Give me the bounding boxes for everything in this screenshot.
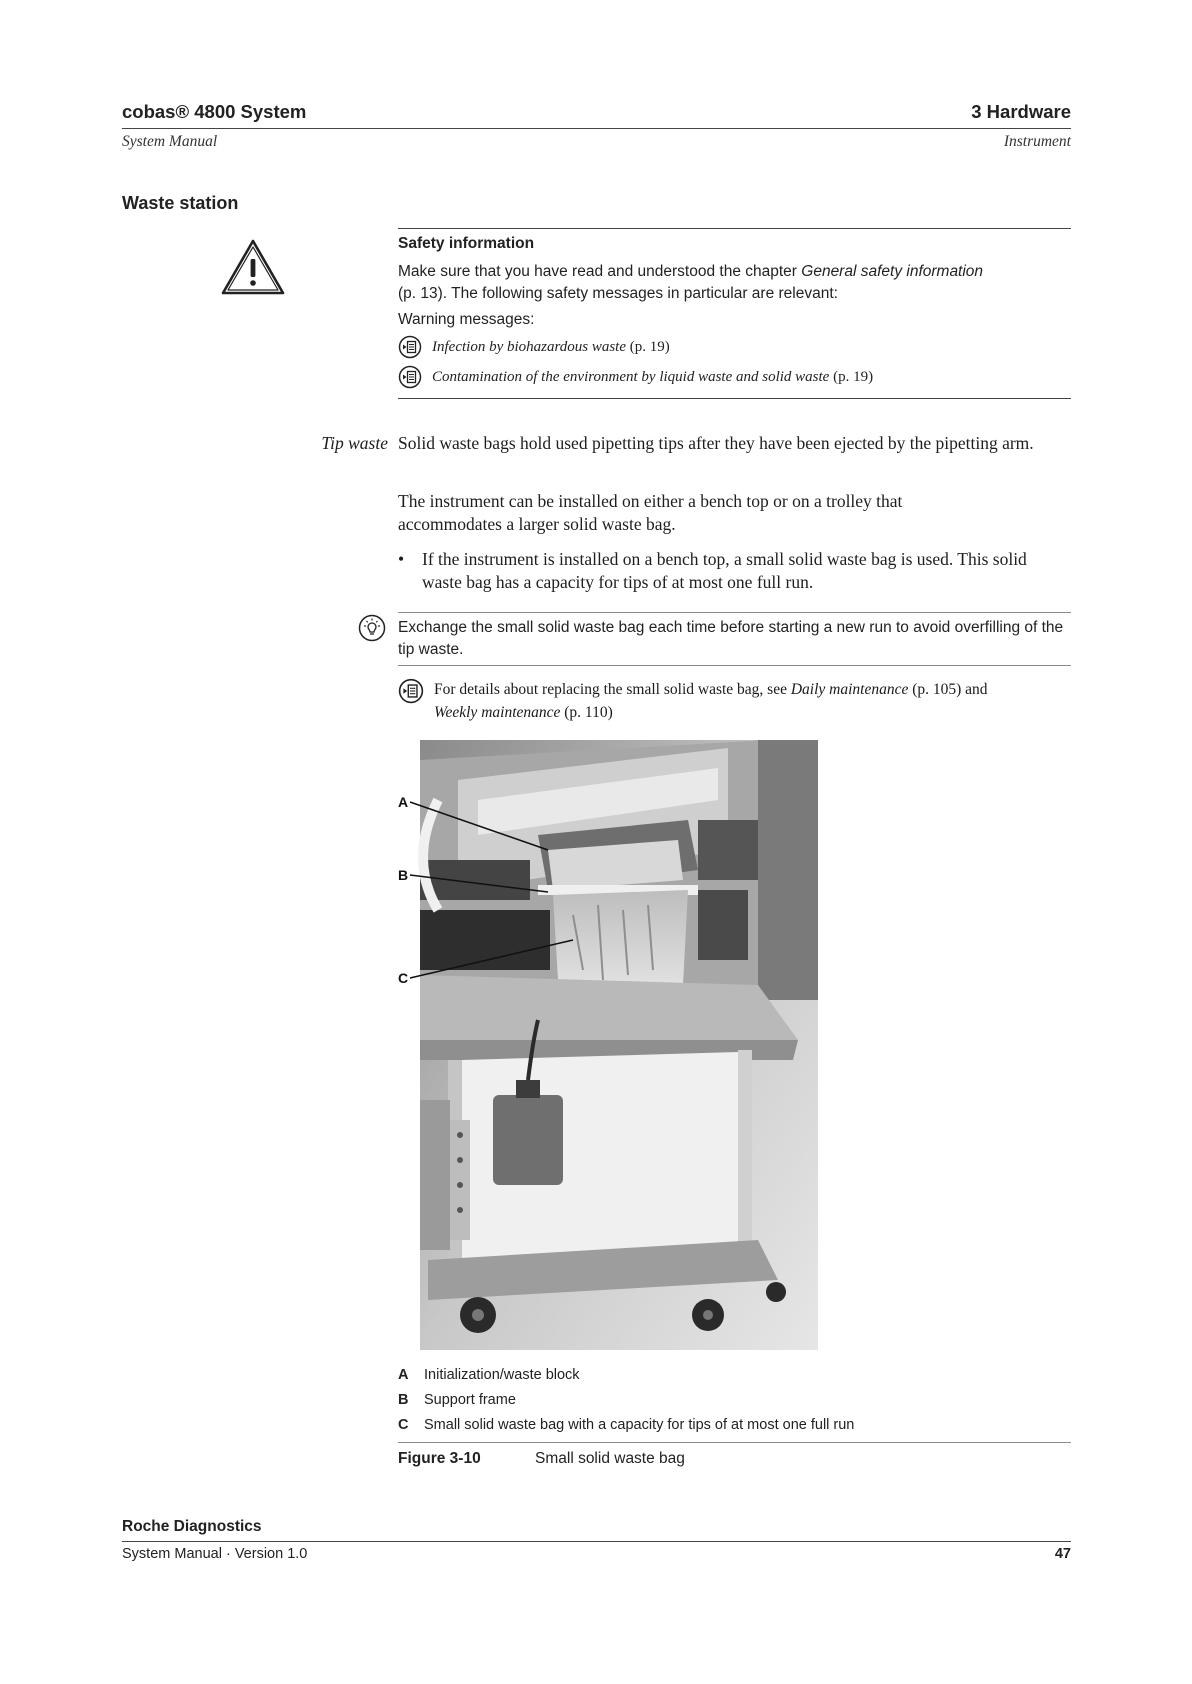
legend-item (398, 1413, 1071, 1438)
legend-text: Support frame (424, 1392, 516, 1408)
legend-key: C (398, 1417, 409, 1433)
safety-top-rule (398, 228, 1071, 229)
callout-a: A (398, 794, 409, 810)
tip-waste-paragraph-1: Solid waste bags hold used pipetting tips after they have been ejected by the pipetting arm. (398, 433, 1034, 453)
tip-waste-bullet (398, 548, 1071, 594)
figure-number: Figure 3-10 (398, 1450, 481, 1467)
tip-note-bottom-rule (398, 665, 1071, 666)
safety-intro-link[interactable]: General safety information (801, 263, 984, 280)
safety-heading: Safety information (398, 235, 535, 252)
callout-c: C (398, 970, 409, 986)
safety-information-block (398, 233, 1071, 389)
header-chapter-title: 3 Hardware (971, 101, 1071, 122)
details-prefix: For details about replacing the small solid waste bag, see (434, 681, 791, 698)
safety-intro (398, 261, 1071, 305)
legend-item (398, 1363, 1071, 1388)
figure-caption-rule (398, 1442, 1071, 1443)
safety-bottom-rule (398, 398, 1071, 399)
figure-caption-text: Small solid waste bag (535, 1450, 685, 1467)
legend-key: A (398, 1367, 409, 1383)
page-number: 47 (1054, 1546, 1071, 1562)
daily-maintenance-page: (p. 105) and (908, 681, 988, 698)
legend-text: Small solid waste bag with a capacity for tips of at most one full run (424, 1417, 855, 1433)
footer-rule (122, 1541, 1071, 1542)
footer-version: System Manual · Version 1.0 (122, 1546, 308, 1562)
header-rule (122, 128, 1071, 129)
section-title: Waste station (122, 193, 239, 213)
callout-b: B (398, 867, 409, 883)
tip-note-top-rule (398, 612, 1071, 613)
warning-triangle-icon (220, 238, 286, 296)
tip-note-text: Exchange the small solid waste bag each time before starting a new run to avoid overfilling of the tip waste. (398, 619, 1064, 658)
footer-company: Roche Diagnostics (122, 1518, 262, 1535)
reference-title[interactable]: Infection by biohazardous waste (432, 339, 627, 355)
reference-row[interactable] (398, 335, 1071, 359)
warning-messages-label: Warning messages: (398, 311, 535, 328)
safety-intro-prefix: Make sure that you have read and understood the chapter (398, 263, 802, 280)
legend-text: Initialization/waste block (424, 1367, 580, 1383)
details-reference (398, 678, 1071, 724)
cross-reference-icon (398, 365, 422, 389)
bullet-text: If the instrument is installed on a bench top, a small solid waste bag is used. This solid waste bag has a capacity for tips of at most one full run. (422, 549, 1027, 592)
cross-reference-icon (398, 335, 422, 359)
waste-station-photo (398, 740, 818, 1350)
weekly-maintenance-link[interactable]: Weekly maintenance (434, 704, 561, 721)
figure-legend (398, 1363, 1071, 1438)
header-product-title: cobas® 4800 System (122, 101, 307, 122)
reference-title[interactable]: Contamination of the environment by liquid waste and solid waste (432, 369, 830, 385)
cross-reference-icon (398, 678, 424, 704)
reference-row[interactable] (398, 365, 1071, 389)
header-manual-subtitle: System Manual (122, 133, 218, 150)
legend-item (398, 1388, 1071, 1413)
bullet-dot-icon: • (398, 549, 405, 569)
reference-page: (p. 19) (833, 369, 874, 385)
safety-intro-line2: (p. 13). The following safety messages in particular are relevant: (398, 285, 838, 302)
daily-maintenance-link[interactable]: Daily maintenance (790, 681, 909, 698)
legend-key: B (398, 1392, 409, 1408)
tip-waste-margin-label: Tip waste (321, 433, 388, 453)
lightbulb-icon (358, 614, 386, 642)
reference-page: (p. 19) (629, 339, 670, 355)
weekly-maintenance-page: (p. 110) (560, 704, 613, 721)
header-section-subtitle: Instrument (1003, 133, 1071, 150)
figure-caption-number (398, 1450, 481, 1468)
tip-waste-paragraph-2: The instrument can be installed on either a bench top or on a trolley that accommodates a larger solid waste bag. (398, 491, 903, 534)
